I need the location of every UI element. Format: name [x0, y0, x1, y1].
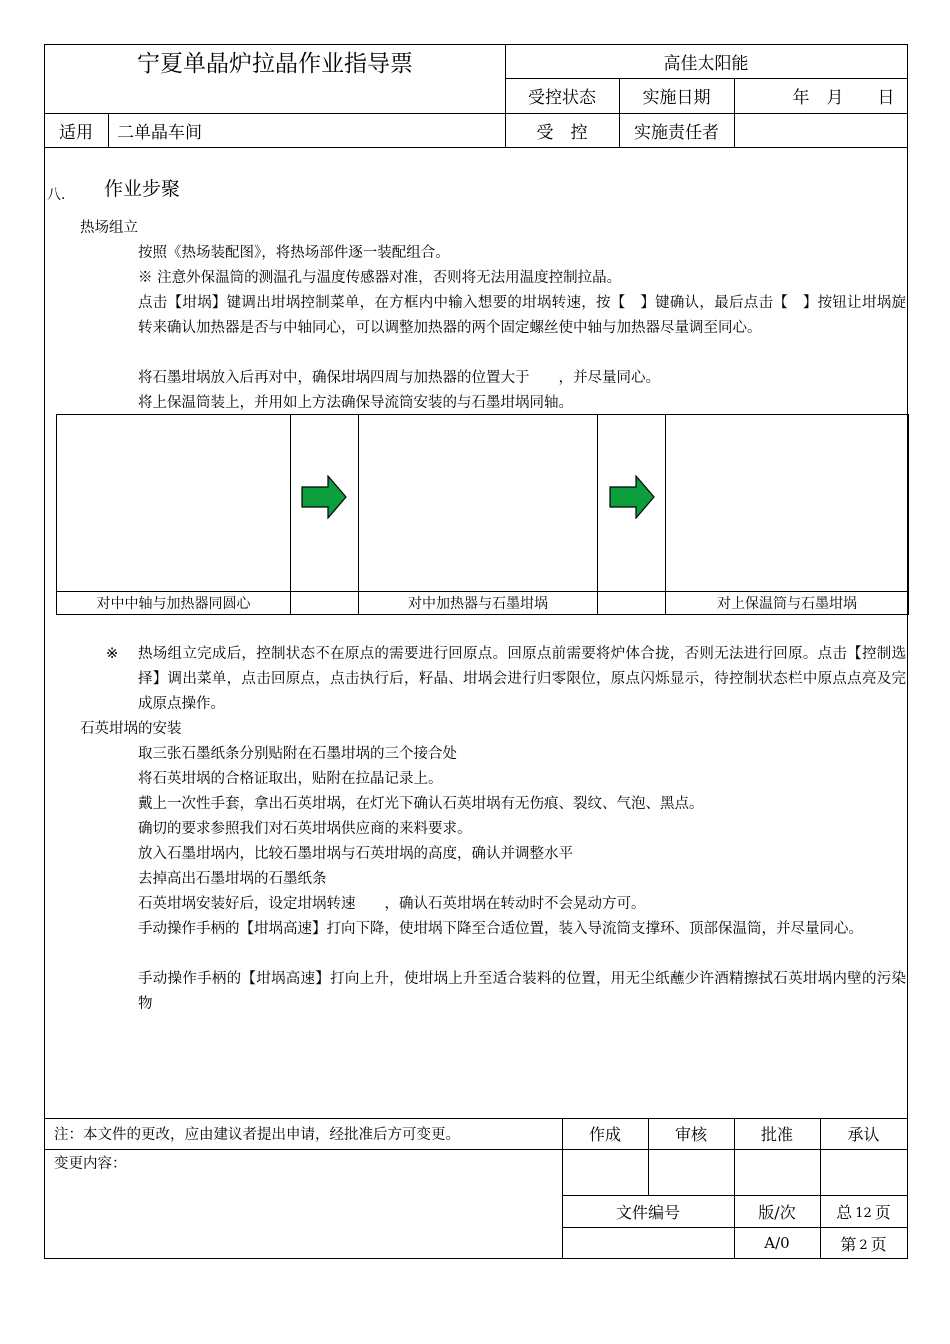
hot-zone-step-4: 将石墨坩埚放入后再对中，确保坩埚四周与加热器的位置大于 ，并尽量同心。 — [138, 370, 660, 386]
quartz-step-4: 确切的要求参照我们对石英坩埚供应商的来料要求。 — [138, 821, 472, 837]
note-mark: ※ — [106, 646, 119, 662]
version-label: 版/次 — [758, 1203, 796, 1222]
frame-bottom — [44, 1258, 908, 1259]
control-status-label: 受控状态 — [528, 88, 596, 108]
photo-caption-3: 对上保温筒与石墨坩埚 — [717, 596, 857, 612]
doc-number-label: 文件编号 — [615, 1203, 680, 1222]
impl-date-label: 实施日期 — [642, 88, 711, 108]
footer-note: 注：本文件的更改，应由建议者提出申请，经批准后方可变更。 — [54, 1127, 460, 1143]
quartz-step-3: 戴上一次性手套，拿出石英坩埚，在灯光下确认石英坩埚有无伤痕、裂纹、气泡、黑点。 — [138, 796, 704, 812]
hot-zone-note: 热场组立完成后，控制状态不在原点的需要进行回原点。回原点前需要将炉体合拢，否则无法进行回原。点击【控制选择】调出菜单，点击回原点，点击执行后，籽晶、坩埚会进行归零限位，原点闪烁显示，待控制状态栏中原点点亮及完成原点操作。 — [138, 646, 906, 712]
quartz-heading: 石英坩埚的安装 — [80, 721, 182, 737]
photo-slot-2 — [359, 415, 597, 591]
review-label: 审核 — [674, 1125, 707, 1144]
change-content-label: 变更内容： — [54, 1156, 127, 1172]
right-arrow-icon — [301, 475, 347, 519]
quartz-step-5: 放入石墨坩埚内，比较石墨坩埚与石英坩埚的高度，确认并调整水平 — [138, 846, 573, 862]
frame-left — [44, 44, 45, 1259]
quartz-step-2: 将石英坩埚的合格证取出，贴附在拉晶记录上。 — [138, 771, 443, 787]
total-pages: 总 12 页 — [836, 1203, 891, 1222]
made-by-label: 作成 — [588, 1125, 621, 1144]
page-number: 第 2 页 — [840, 1234, 887, 1254]
quartz-step-9: 手动操作手柄的【坩埚高速】打向上升，使坩埚上升至适合装料的位置，用无尘纸蘸少许酒精擦拭石英坩埚内壁的污染物 — [138, 971, 906, 1012]
total-pages-number: 12 — [855, 1206, 872, 1221]
workshop-name: 二单晶车间 — [117, 122, 202, 143]
controlled-status: 受 控 — [536, 122, 588, 143]
section-number: 八. — [47, 187, 66, 203]
impl-date-value: 年 月 日 — [792, 88, 895, 108]
frame-right — [907, 44, 908, 1259]
document-title: 宁夏单晶炉拉晶作业指导票 — [137, 50, 413, 77]
approve-label: 批准 — [760, 1125, 793, 1144]
photo-caption-2: 对中加热器与石墨坩埚 — [408, 596, 548, 612]
accept-label: 承认 — [847, 1125, 880, 1144]
company-name: 高佳太阳能 — [663, 53, 749, 74]
hot-zone-step-2: ※ 注意外保温筒的测温孔与温度传感器对准，否则将无法用温度控制拉晶。 — [138, 270, 622, 286]
quartz-step-8: 手动操作手柄的【坩埚高速】打向下降，使坩埚下降至合适位置，装入导流筒支撑环、顶部保温筒，并尽量同心。 — [138, 921, 863, 937]
hot-zone-step-5: 将上保温筒装上，并用如上方法确保导流筒安装的与石墨坩埚同轴。 — [138, 395, 573, 411]
quartz-step-1: 取三张石墨纸条分别贴附在石墨坩埚的三个接合处 — [138, 746, 457, 762]
section-title: 作业步聚 — [104, 178, 181, 200]
hot-zone-step-3: 点击【坩埚】键调出坩埚控制菜单，在方框内中输入想要的坩埚转速，按【 】键确认，最后点击【 】按钮让坩埚旋转来确认加热器是否与中轴同心，可以调整加热器的两个固定螺丝使中轴与加热器尽量调至同心。 — [138, 295, 906, 336]
photo-slot-3 — [666, 415, 908, 591]
photo-caption-1: 对中中轴与加热器同圆心 — [96, 596, 251, 612]
quartz-step-7: 石英坩埚安装好后，设定坩埚转速 ，确认石英坩埚在转动时不会晃动方可。 — [138, 896, 646, 912]
photo-slot-1 — [57, 415, 290, 591]
page-number-value: 2 — [859, 1237, 868, 1253]
right-arrow-icon — [609, 475, 655, 519]
version-value: A/0 — [764, 1234, 790, 1252]
hot-zone-step-1: 按照《热场装配图》，将热场部件逐一装配组合。 — [138, 245, 450, 261]
apply-label: 适用 — [59, 122, 93, 143]
hot-zone-heading: 热场组立 — [80, 220, 138, 236]
quartz-step-6: 去掉高出石墨坩埚的石墨纸条 — [138, 871, 327, 887]
responsible-label: 实施责任者 — [634, 122, 719, 143]
